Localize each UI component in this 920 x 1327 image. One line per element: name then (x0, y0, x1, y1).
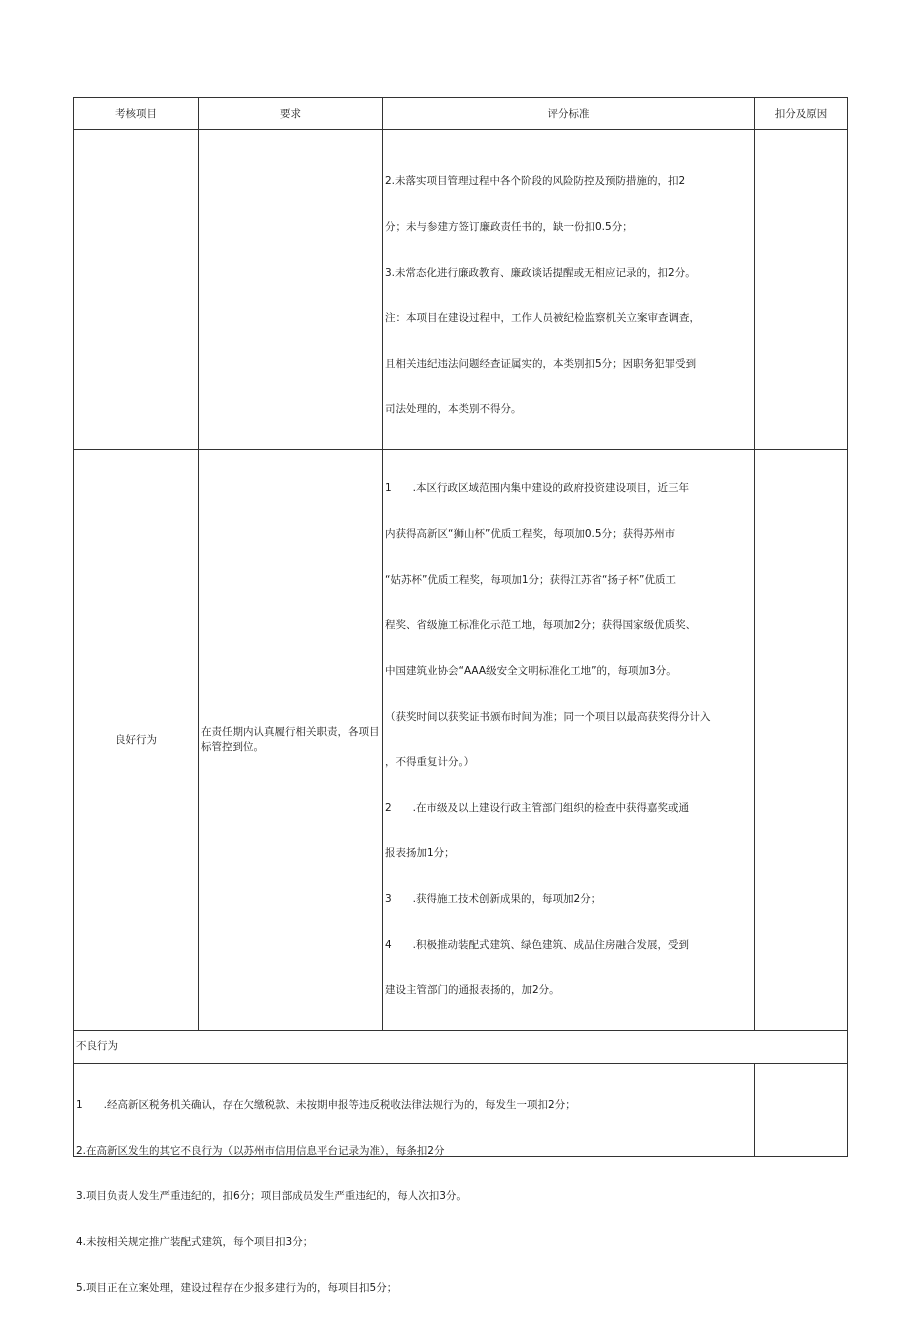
criteria-line: 4 .积极推动装配式建筑、绿色建筑、成品住房融合发展，受到 (385, 938, 690, 951)
bad-criteria-cell (74, 1063, 755, 1294)
criteria-line: 中国建筑业协会“AAA级安全文明标准化工地”的，每项加3分。 (385, 664, 677, 677)
table-row (74, 450, 848, 1031)
header-criteria: 评分标准 (383, 98, 755, 130)
table-row (74, 130, 848, 450)
criteria-line: 司法处理的，本类别不得分。 (385, 403, 522, 416)
section-row (74, 1030, 848, 1063)
bad-line: 2.在高新区发生的其它不良行为（以苏州市信用信息平台记录为准），每条扣2分 (76, 1144, 445, 1157)
criteria-line: 且相关违纪违法问题经查证属实的，本类别扣5分；因职务犯罪受到 (385, 357, 697, 370)
criteria-line: 2 .在市级及以上建设行政主管部门组织的检查中获得嘉奖或通 (385, 801, 690, 814)
criteria-line: 3.未常态化进行廉政教育、廉政谈话提醒或无相应记录的，扣2分。 (385, 266, 696, 279)
criteria-line: 3 .获得施工技术创新成果的，每项加2分； (385, 892, 602, 905)
header-deduction: 扣分及原因 (755, 98, 848, 130)
criteria-line: 2.未落实项目管理过程中各个阶段的风险防控及预防措施的，扣2 (385, 175, 686, 188)
header-row (74, 98, 848, 130)
criteria-line: 1 .本区行政区域范围内集中建设的政府投资建设项目，近三年 (385, 482, 690, 495)
bad-line: 3.项目负责人发生严重违纪的，扣6分；项目部成员发生严重违纪的，每人次扣3分。 (76, 1190, 467, 1203)
deduction-cell (755, 1063, 848, 1156)
criteria-line: 程奖、省级施工标准化示范工地，每项加2分；获得国家级优质奖、 (385, 619, 697, 632)
deduction-cell (755, 130, 848, 450)
section-title: 不良行为 (74, 1030, 848, 1063)
requirement-cell (199, 130, 383, 450)
criteria-line: 分；未与参建方签订廉政责任书的，缺一份扣0.5分； (385, 221, 633, 234)
requirement-text: 在责任期内认真履行相关职责，各项目标管控到位。 (201, 725, 380, 753)
item-cell (74, 130, 199, 450)
header-requirement: 要求 (199, 98, 383, 130)
criteria-cell (383, 130, 755, 450)
criteria-line: 内获得高新区“狮山杯”优质工程奖，每项加0.5分；获得苏州市 (385, 528, 676, 541)
evaluation-table (73, 97, 848, 1294)
bad-line: 1 .经高新区税务机关确认，存在欠缴税款、未按期申报等违反税收法律法规行为的，每发生一项扣2分； (76, 1099, 576, 1112)
criteria-line: ，不得重复计分。） (385, 756, 475, 769)
criteria-line: 建设主管部门的通报表扬的，加2分。 (385, 984, 560, 997)
header-item: 考核项目 (74, 98, 199, 130)
bad-line: 5.项目正在立案处理，建设过程存在少报多建行为的，每项目扣5分； (76, 1281, 398, 1294)
criteria-line: 报表扬加1分； (385, 847, 455, 860)
criteria-cell (383, 450, 755, 1031)
criteria-line: “姑苏杯”优质工程奖，每项加1分；获得江苏省“扬子杯”优质工 (385, 573, 676, 586)
requirement-cell (199, 450, 383, 1031)
item-cell: 良好行为 (74, 450, 199, 1031)
criteria-line: （获奖时间以获奖证书颁布时间为准；同一个项目以最高获奖得分计入 (385, 710, 711, 723)
deduction-cell (755, 450, 848, 1031)
criteria-line: 注：本项目在建设过程中，工作人员被纪检监察机关立案审查调查， (385, 312, 700, 325)
table-row (74, 1063, 848, 1156)
bad-line: 4.未按相关规定推广装配式建筑，每个项目扣3分； (76, 1236, 314, 1249)
